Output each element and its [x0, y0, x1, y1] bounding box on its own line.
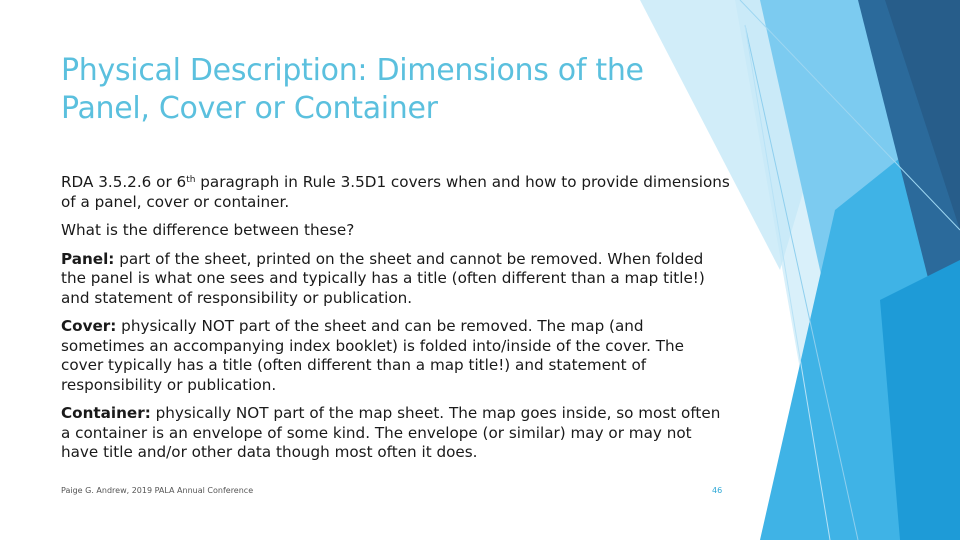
intro-paragraph [61, 173, 731, 212]
panel-definition [61, 250, 731, 309]
cover-term: Cover: [61, 317, 117, 335]
slide-title-line-2: Panel, Cover or Container [61, 91, 438, 126]
intro-superscript: th [186, 175, 196, 185]
container-definition [61, 404, 731, 463]
cover-text: physically NOT part of the sheet and can be removed. The map (and sometimes an accompanying index booklet) is folded into/inside of the cover. The cover typically has a title (often different than a map title!) and statement of responsibility or publication. [61, 317, 685, 394]
question-paragraph: What is the difference between these? [61, 221, 355, 239]
container-text: physically NOT part of the map sheet. The map goes inside, so most often a container is an envelope of some kind. The envelope (or similar) may or may not have title and/or other data though most often it does. [61, 404, 721, 461]
intro-text-start: RDA 3.5.2.6 or 6 [61, 173, 187, 191]
slide-page-number: 46 [712, 486, 723, 495]
intro-text-end: paragraph in Rule 3.5D1 covers when and how to provide dimensions of a panel, cover or container. [61, 173, 730, 211]
container-term: Container: [61, 404, 151, 422]
slide-body [61, 173, 731, 472]
slide-footer: Paige G. Andrew, 2019 PALA Annual Conference [61, 486, 254, 495]
panel-term: Panel: [61, 249, 115, 268]
slide-title [61, 52, 721, 128]
slide-title-line-1: Physical Description: Dimensions of the [61, 53, 644, 88]
cover-definition [61, 317, 731, 395]
panel-text: part of the sheet, printed on the sheet and cannot be removed. When folded the panel is what one sees and typically has a title (often different than a map title!) and statement of responsibility or publication. [61, 249, 705, 307]
